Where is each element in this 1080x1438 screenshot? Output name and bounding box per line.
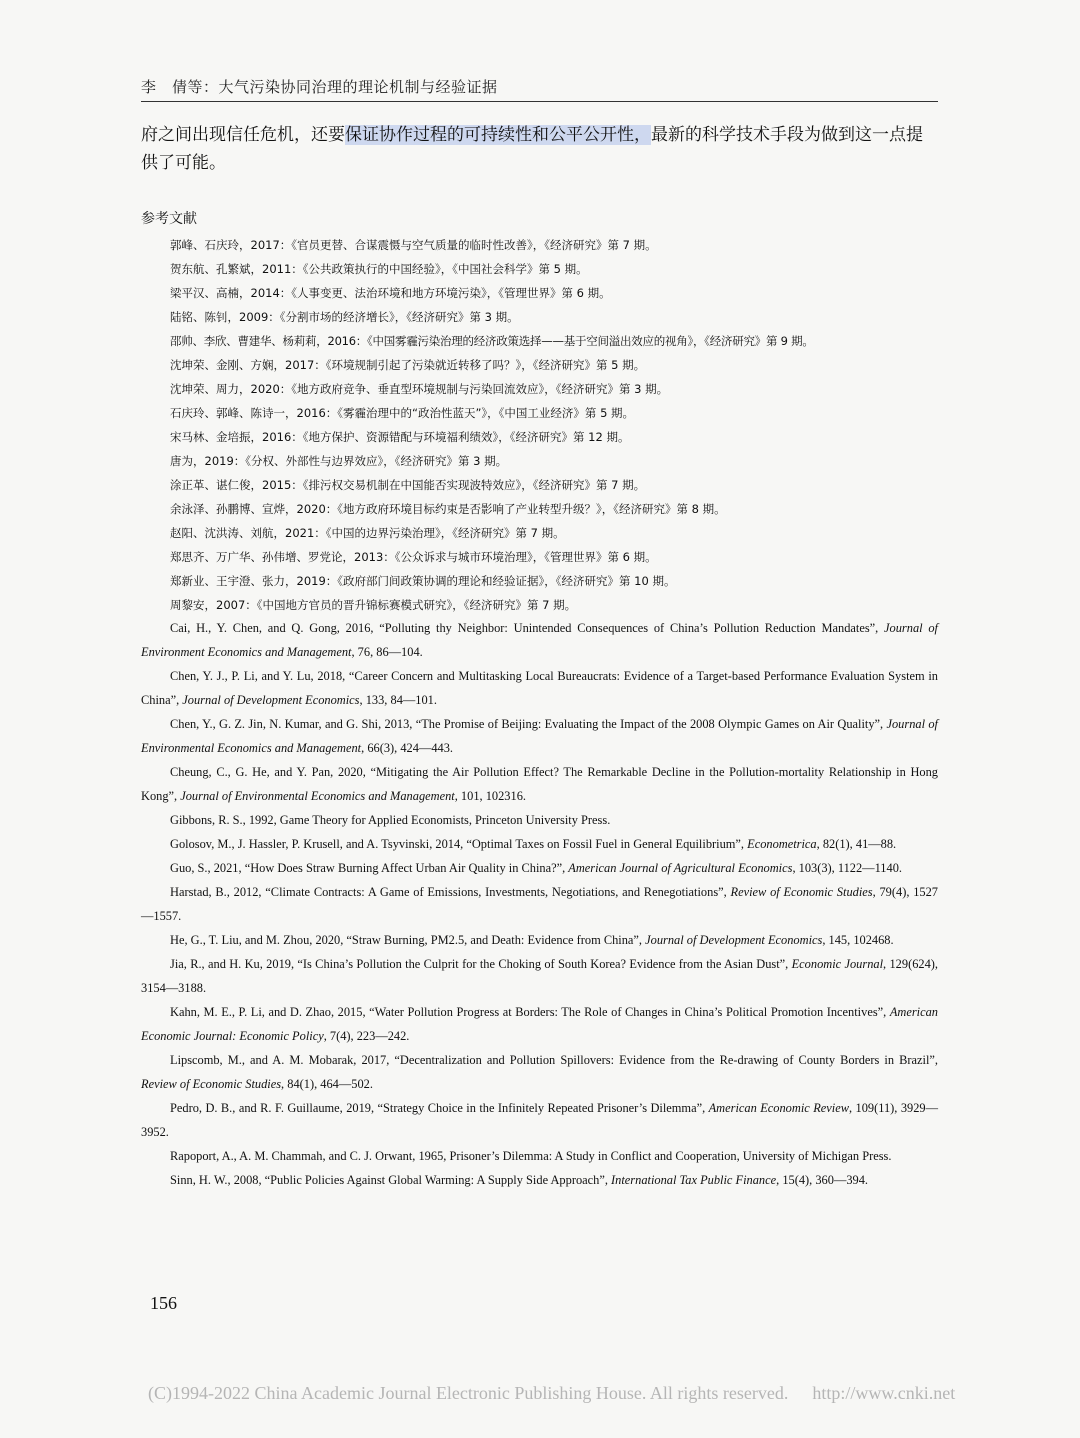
- reference-text: Kahn, M. E., P. Li, and D. Zhao, 2015, “Water Pollution Progress at Borders: The Role of Changes in China’s Political Promotion Incentives”,: [170, 1005, 890, 1019]
- reference-item: 陆铭、陈钊，2009：《分割市场的经济增长》，《经济研究》第 3 期。: [170, 310, 519, 324]
- chinese-references-list: [170, 233, 940, 617]
- journal-title: Journal of Development Economics: [645, 933, 823, 947]
- reference-text: Harstad, B., 2012, “Climate Contracts: A Game of Emissions, Investments, Negotiations, and Renegotiations”,: [170, 885, 731, 899]
- body-paragraph: [141, 121, 938, 177]
- reference-text: Golosov, M., J. Hassler, P. Krusell, and A. Tsyvinski, 2014, “Optimal Taxes on Fossil Fuel in General Equilibrium”,: [170, 837, 748, 851]
- journal-title: Review of Economic Studies: [730, 885, 873, 899]
- reference-item: 郭峰、石庆玲，2017：《官员更替、合谋震慑与空气质量的临时性改善》，《经济研究》第 7 期。: [170, 238, 657, 252]
- reference-item: [141, 664, 938, 712]
- journal-title: American Economic Review: [708, 1101, 849, 1115]
- reference-text: Cai, H., Y. Chen, and Q. Gong, 2016, “Polluting thy Neighbor: Unintended Consequences of China’s Pollution Reduction Mandates”,: [170, 621, 885, 635]
- reference-text: Rapoport, A., A. M. Chammah, and C. J. Orwant, 1965, Prisoner’s Dilemma: A Study in Conflict and Cooperation, University of Michigan Press.: [170, 1149, 892, 1163]
- running-head: 李 倩等：大气污染协同治理的理论机制与经验证据: [141, 78, 498, 96]
- reference-item: 涂正革、谌仁俊，2015：《排污权交易机制在中国能否实现波特效应》，《经济研究》第 7 期。: [170, 478, 646, 492]
- reference-item: 余泳泽、孙鹏博、宣烨，2020：《地方政府环境目标约束是否影响了产业转型升级？》，《经济研究》第 8 期。: [170, 502, 726, 516]
- reference-details: , 76, 86—104.: [351, 645, 423, 659]
- journal-title: American Economic Journal: Economic Policy: [141, 1005, 938, 1043]
- reference-item: [141, 928, 938, 952]
- reference-item: 唐为，2019：《分权、外部性与边界效应》，《经济研究》第 3 期。: [170, 454, 508, 468]
- reference-details: , 15(4), 360—394.: [776, 1173, 869, 1187]
- reference-text: He, G., T. Liu, and M. Zhou, 2020, “Straw Burning, PM2.5, and Death: Evidence from China”,: [170, 933, 646, 947]
- reference-item: [141, 760, 938, 808]
- reference-text: Gibbons, R. S., 1992, Game Theory for Applied Economists, Princeton University Press.: [170, 813, 611, 827]
- header-rule: [141, 101, 938, 102]
- reference-details: , 79(4), 1527—1557.: [141, 885, 938, 923]
- reference-details: , 109(11), 3929—3952.: [141, 1101, 938, 1139]
- reference-details: , 84(1), 464—502.: [281, 1077, 373, 1091]
- journal-title: Review of Economic Studies: [141, 1077, 282, 1091]
- reference-item: [141, 856, 938, 880]
- reference-item: [141, 712, 938, 760]
- reference-item: 郑思齐、万广华、孙伟增、罗党论，2013：《公众诉求与城市环境治理》，《管理世界》第 6 期。: [170, 550, 657, 564]
- reference-details: , 145, 102468.: [822, 933, 894, 947]
- reference-text: Chen, Y., G. Z. Jin, N. Kumar, and G. Shi, 2013, “The Promise of Beijing: Evaluating the Impact of the 2008 Olympic Games on Air Quality”,: [170, 717, 887, 731]
- reference-item: [141, 1000, 938, 1048]
- reference-text: Chen, Y. J., P. Li, and Y. Lu, 2018, “Career Concern and Multitasking Local Bureaucrats: Evidence of a Target-based Performance Evaluation System in China”,: [141, 669, 938, 707]
- reference-item: 周黎安，2007：《中国地方官员的晋升锦标赛模式研究》，《经济研究》第 7 期。: [170, 598, 577, 612]
- journal-title: Journal of Environmental Economics and Management: [141, 717, 938, 755]
- reference-item: 沈坤荣、金刚、方娴，2017：《环境规制引起了污染就近转移了吗？》，《经济研究》第 5 期。: [170, 358, 646, 372]
- body-text-start: 府之间出现信任危机，还要: [141, 125, 345, 145]
- reference-item: 宋马林、金培振，2016：《地方保护、资源错配与环境福利绩效》，《经济研究》第 12 期。: [170, 430, 630, 444]
- reference-details: , 103(3), 1122—1140.: [792, 861, 902, 875]
- reference-item: [141, 832, 938, 856]
- reference-item: [141, 1168, 938, 1192]
- body-text-end: 最新的科学技术手段为做到这一点提供了可能。: [141, 125, 923, 173]
- reference-item: [141, 952, 938, 1000]
- reference-text: Cheung, C., G. He, and Y. Pan, 2020, “Mitigating the Air Pollution Effect? The Remarkable Decline in the Pollution-mortality Relationship in Hong Kong”,: [141, 765, 938, 803]
- journal-title: Economic Journal: [791, 957, 884, 971]
- reference-item: [141, 1096, 938, 1144]
- reference-item: [141, 616, 938, 664]
- reference-item: 邵帅、李欣、曹建华、杨莉莉，2016：《中国雾霾污染治理的经济政策选择——基于空间溢出效应的视角》，《经济研究》第 9 期。: [170, 334, 814, 348]
- reference-text: Sinn, H. W., 2008, “Public Policies Against Global Warming: A Supply Side Approach”,: [170, 1173, 612, 1187]
- reference-item: 梁平汉、高楠，2014：《人事变更、法治环境和地方环境污染》，《管理世界》第 6 期。: [170, 286, 611, 300]
- reference-item: [141, 808, 938, 832]
- reference-details: , 82(1), 41—88.: [816, 837, 897, 851]
- reference-details: , 66(3), 424—443.: [361, 741, 454, 755]
- copyright-footer: [148, 1383, 956, 1404]
- reference-details: , 133, 84—101.: [359, 693, 437, 707]
- reference-text: Jia, R., and H. Ku, 2019, “Is China’s Pollution the Culprit for the Choking of South Korea? Evidence from the Asian Dust”,: [170, 957, 792, 971]
- journal-title: Econometrica: [747, 837, 817, 851]
- references-heading: 参考文献: [141, 211, 197, 227]
- reference-text: Pedro, D. B., and R. F. Guillaume, 2019, “Strategy Choice in the Infinitely Repeated Prisoner’s Dilemma”,: [170, 1101, 709, 1115]
- journal-title: American Journal of Agricultural Economics: [568, 861, 793, 875]
- journal-title: International Tax Public Finance: [611, 1173, 777, 1187]
- highlighted-text[interactable]: 保证协作过程的可持续性和公平公开性，: [345, 125, 651, 145]
- reference-item: [141, 1048, 938, 1096]
- journal-title: Journal of Environment Economics and Management: [141, 621, 939, 659]
- page-number: 156: [150, 1293, 177, 1313]
- reference-text: Guo, S., 2021, “How Does Straw Burning Affect Urban Air Quality in China?”,: [170, 861, 569, 875]
- reference-item: 沈坤荣、周力，2020：《地方政府竞争、垂直型环境规制与污染回流效应》，《经济研究》第 3 期。: [170, 382, 669, 396]
- reference-text: Lipscomb, M., and A. M. Mobarak, 2017, “Decentralization and Pollution Spillovers: Evidence from the Re-drawing of County Borders in Brazil”,: [170, 1053, 938, 1067]
- reference-item: 贺东航、孔繁斌，2011：《公共政策执行的中国经验》，《中国社会科学》第 5 期。: [170, 262, 588, 276]
- english-references-list: [141, 616, 938, 1192]
- reference-details: , 101, 102316.: [454, 789, 526, 803]
- reference-item: 郑新业、王宇澄、张力，2019：《政府部门间政策协调的理论和经验证据》，《经济研究》第 10 期。: [170, 574, 676, 588]
- reference-details: , 7(4), 223—242.: [323, 1029, 410, 1043]
- journal-title: Journal of Development Economics: [182, 693, 360, 707]
- reference-item: [141, 1144, 938, 1168]
- journal-title: Journal of Environmental Economics and Management: [180, 789, 455, 803]
- footer-url[interactable]: http://www.cnki.net: [812, 1383, 956, 1403]
- reference-item: [141, 880, 938, 928]
- reference-item: 赵阳、沈洪涛、刘航，2021：《中国的边界污染治理》，《经济研究》第 7 期。: [170, 526, 565, 540]
- copyright-text: (C)1994-2022 China Academic Journal Electronic Publishing House. All rights reserved.: [148, 1383, 789, 1403]
- reference-item: 石庆玲、郭峰、陈诗一，2016：《雾霾治理中的“政治性蓝天”》，《中国工业经济》第 5 期。: [170, 406, 635, 420]
- reference-details: , 129(624), 3154—3188.: [141, 957, 939, 995]
